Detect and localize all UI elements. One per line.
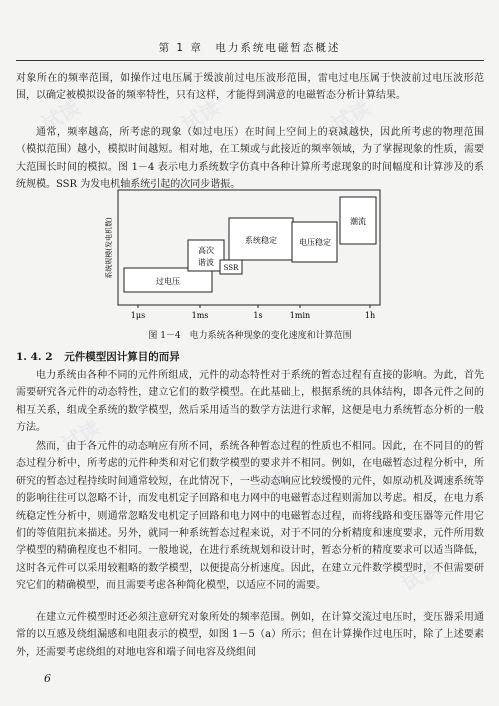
paragraph-frequency: 通常，频率越高，所考虑的现象（如过电压）在时间上空间上的衰减越快，因此所考虑的物理范围（模拟范围）越小，模拟时间越短。相对地，在工频或与此接近的频率领域，为了掌握现象的性质，需要大范围长时间的模拟。图 1－4 表示电力系统数字仿真中各种计算所考虑现象的时间幅度和计算涉及的系统规模。SSR 为发电机轴系统引起的次同步谐振。 [16, 127, 484, 191]
box-stability-label: 系统稳定 [245, 236, 277, 245]
running-header: 第 1 章 电力系统电磁暂态概述 [158, 42, 341, 54]
x-tick-label: 1s [253, 311, 263, 320]
watermark: 试读 [37, 95, 85, 137]
paragraph-component-dynamics: 电力系统由各种不同的元件所组成，元件的动态特性对于系统的暂态过程有直接的影响。为此，首先需要研究各元件的动态特性，建立它们的数学模型。在此基础上，根据系统的具体结构，即各元件之间的相互关系，组成全系统的数学模型，然后采用适当的数学方法进行求解，这便是电力系统暂态分析的一般方法。 [16, 370, 484, 434]
paragraph-frequency-range: 在建立元件模型时还必须注意研究对象所处的频率范围。例如，在计算交流过电压时，变压器采用通常的以互感及绕组漏感和电阻表示的模型，如图 1－5（a）所示；但在计算操作过电压时，除了上述要素外，还需要考虑绕组的对地电容和端子间电容及绕组间 [16, 612, 484, 658]
x-tick-label: 1ms [191, 311, 209, 320]
watermark: 试读 [327, 95, 375, 137]
box-voltage-label: 电压稳定 [299, 238, 331, 247]
box-ssr-label: SSR [223, 264, 239, 272]
x-tick-label: 1h [364, 311, 376, 320]
watermark: 试读 [397, 555, 445, 597]
header-rule [16, 60, 484, 61]
section-title: 元件模型因计算目的而异 [64, 351, 180, 363]
watermark: 试读 [57, 415, 105, 457]
box-overvoltage-label: 过电压 [156, 277, 180, 286]
x-tick-label: 1μs [130, 311, 146, 320]
box-harmonic-label-2: 谐波 [198, 258, 214, 267]
figure-1-4 [0, 185, 499, 325]
paragraph-intro: 对象所在的频率范围，如操作过电压属于缓波前过电压波形范围，雷电过电压属于快波前过电压波形范围，以确定被模拟设备的频率特性，只有这样，才能得到满意的电磁暂态分析计算结果。 [16, 73, 484, 102]
paragraph-model-requirements: 然而，由于各元件的动态响应有所不同，系统各种暂态过程的性质也不相同。因此，在不同目的的暂态过程分析中，所考虑的元件种类和对它们数学模型的要求并不相同。例如，在电磁暂态过程分析中，所研究的暂态过程持续时间通常较短，在此情况下，一些动态响应比较缓慢的元件，如原动机及调速系统等的影响往往可以忽略不计，而发电机定子回路和电力网中的电磁暂态过程则需加以考虑。相反，在电力系统稳定性分析中，则通常忽略发电机定子回路和电力网中的电磁暂态过程，而将线路和变压器等元件用它们的等值阻抗来描述。另外，就同一种系统暂态过程来说，对于不同的分析精度和速度要求，元件所用数学模型的精确程度也不相同。一般地说，在进行系统规划和设计时，暂态分析的精度要求可以适当降低，这时各元件可以采用较粗略的数学模型，以便提高分析速度。因此，在建立元件数学模型时，不但需要研究它们的精确模型，而且需要考虑各种简化模型，以适应不同的需要。 [16, 441, 484, 592]
x-axis-ticks [131, 305, 375, 320]
figure-caption: 图 1－4 电力系统各种现象的变化速度和计算范围 [148, 331, 352, 341]
watermark: 试读 [177, 95, 225, 137]
page-number: 6 [44, 672, 51, 685]
box-harmonic-label-1: 高次 [198, 246, 214, 255]
box-flow-label: 潮流 [350, 217, 366, 226]
x-tick-label: 1min [289, 311, 311, 320]
y-axis-label: 系统规模(发电机数) [105, 217, 113, 279]
section-heading [16, 349, 180, 364]
section-number: 1. 4. 2 [16, 351, 53, 363]
watermark: 试读 [247, 465, 295, 507]
